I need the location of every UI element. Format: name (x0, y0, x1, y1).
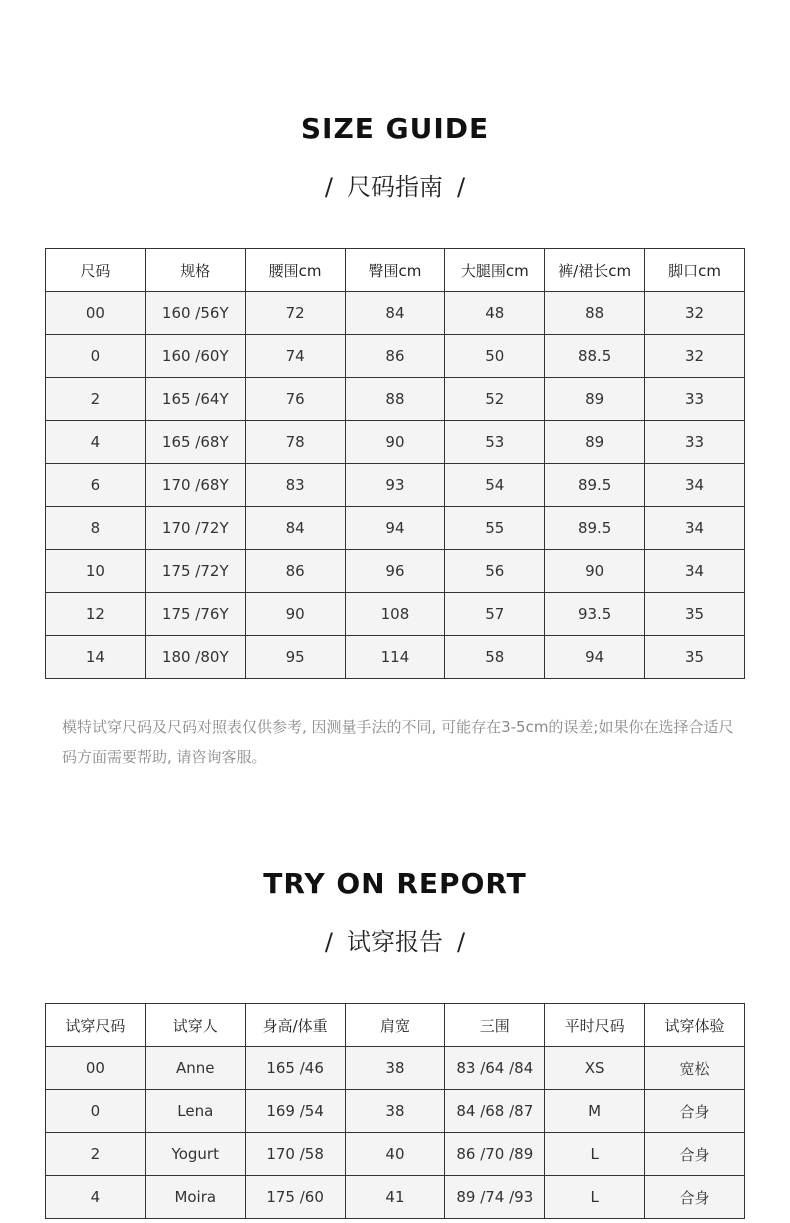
column-header: 试穿尺码 (46, 1004, 146, 1047)
table-cell: 合身 (645, 1090, 745, 1133)
table-cell: Moira (145, 1176, 245, 1219)
table-cell: 2 (46, 1133, 146, 1176)
table-cell: 83 /64 /84 (445, 1047, 545, 1090)
table-row (46, 378, 745, 421)
table-cell: L (545, 1133, 645, 1176)
table-cell: 89 /74 /93 (445, 1176, 545, 1219)
table-row (46, 421, 745, 464)
table-cell: M (545, 1090, 645, 1133)
table-cell: 4 (46, 421, 146, 464)
table-cell: 88.5 (545, 335, 645, 378)
try-on-report-subtitle-text: 试穿报告 (347, 928, 443, 956)
table-cell: 56 (445, 550, 545, 593)
table-cell: Lena (145, 1090, 245, 1133)
table-cell: 93 (345, 464, 445, 507)
table-cell: 94 (545, 636, 645, 679)
table-cell: 宽松 (645, 1047, 745, 1090)
table-cell: 96 (345, 550, 445, 593)
table-cell: 14 (46, 636, 146, 679)
table-cell: 35 (645, 593, 745, 636)
table-cell: 40 (345, 1133, 445, 1176)
table-cell: 34 (645, 550, 745, 593)
table-cell: 10 (46, 550, 146, 593)
table-cell: 54 (445, 464, 545, 507)
table-row (46, 507, 745, 550)
table-cell: 88 (545, 292, 645, 335)
table-cell: 108 (345, 593, 445, 636)
table-row (46, 1133, 745, 1176)
table-cell: 55 (445, 507, 545, 550)
column-header: 尺码 (46, 249, 146, 292)
table-cell: 78 (245, 421, 345, 464)
column-header: 身高/体重 (245, 1004, 345, 1047)
table-row (46, 593, 745, 636)
table-cell: 33 (645, 421, 745, 464)
slash-left: / (324, 928, 333, 956)
table-cell: 90 (545, 550, 645, 593)
table-cell: 84 (345, 292, 445, 335)
table-cell: 170 /58 (245, 1133, 345, 1176)
table-cell: 38 (345, 1047, 445, 1090)
size-guide-title: SIZE GUIDE (300, 112, 490, 145)
column-header: 大腿围cm (445, 249, 545, 292)
table-cell: 170 /68Y (145, 464, 245, 507)
table-cell: 175 /72Y (145, 550, 245, 593)
table-cell: 2 (46, 378, 146, 421)
column-header: 试穿体验 (645, 1004, 745, 1047)
slash-left: / (324, 173, 333, 201)
table-row (46, 292, 745, 335)
table-cell: 94 (345, 507, 445, 550)
table-cell: 114 (345, 636, 445, 679)
table-cell: 86 (245, 550, 345, 593)
table-cell: 180 /80Y (145, 636, 245, 679)
table-cell: 175 /76Y (145, 593, 245, 636)
table-cell: 6 (46, 464, 146, 507)
try-on-report-subtitle (0, 922, 790, 957)
table-cell: 0 (46, 1090, 146, 1133)
table-cell: Anne (145, 1047, 245, 1090)
column-header: 裤/裙长cm (545, 249, 645, 292)
table-cell: 34 (645, 507, 745, 550)
table-cell: 83 (245, 464, 345, 507)
table-cell: 41 (345, 1176, 445, 1219)
table-cell: 93.5 (545, 593, 645, 636)
table-cell: 48 (445, 292, 545, 335)
table-cell: 175 /60 (245, 1176, 345, 1219)
table-cell: XS (545, 1047, 645, 1090)
slash-right: / (457, 928, 466, 956)
table-cell: 34 (645, 464, 745, 507)
table-row (46, 335, 745, 378)
try-on-report-table (45, 1003, 745, 1219)
table-row (46, 550, 745, 593)
table-cell: 33 (645, 378, 745, 421)
slash-right: / (457, 173, 466, 201)
column-header: 腰围cm (245, 249, 345, 292)
table-header-row (46, 249, 745, 292)
table-cell: 90 (345, 421, 445, 464)
table-cell: 72 (245, 292, 345, 335)
table-cell: 84 /68 /87 (445, 1090, 545, 1133)
table-cell: 52 (445, 378, 545, 421)
table-cell: 76 (245, 378, 345, 421)
table-cell: 170 /72Y (145, 507, 245, 550)
table-cell: 89 (545, 421, 645, 464)
table-cell: 合身 (645, 1176, 745, 1219)
table-cell: 58 (445, 636, 545, 679)
column-header: 臀围cm (345, 249, 445, 292)
column-header: 三围 (445, 1004, 545, 1047)
table-cell: 89 (545, 378, 645, 421)
column-header: 肩宽 (345, 1004, 445, 1047)
table-cell: 89.5 (545, 507, 645, 550)
table-cell: 57 (445, 593, 545, 636)
table-cell: 32 (645, 292, 745, 335)
table-cell: 165 /64Y (145, 378, 245, 421)
try-on-report-title: TRY ON REPORT (263, 867, 527, 900)
table-cell: 160 /60Y (145, 335, 245, 378)
table-cell: 35 (645, 636, 745, 679)
table-cell: 86 /70 /89 (445, 1133, 545, 1176)
table-row (46, 1090, 745, 1133)
table-cell: 160 /56Y (145, 292, 245, 335)
table-row (46, 1047, 745, 1090)
table-cell: 165 /68Y (145, 421, 245, 464)
table-cell: 169 /54 (245, 1090, 345, 1133)
table-cell: 32 (645, 335, 745, 378)
table-cell: 0 (46, 335, 146, 378)
table-cell: 53 (445, 421, 545, 464)
table-cell: 90 (245, 593, 345, 636)
table-cell: 165 /46 (245, 1047, 345, 1090)
size-guide-subtitle (0, 167, 790, 202)
table-row (46, 1176, 745, 1219)
table-cell: 00 (46, 1047, 146, 1090)
table-cell: Yogurt (145, 1133, 245, 1176)
table-cell: 8 (46, 507, 146, 550)
table-cell: 12 (46, 593, 146, 636)
table-cell: 合身 (645, 1133, 745, 1176)
table-row (46, 636, 745, 679)
table-cell: 38 (345, 1090, 445, 1133)
table-cell: 84 (245, 507, 345, 550)
table-cell: 74 (245, 335, 345, 378)
table-cell: 86 (345, 335, 445, 378)
table-cell: L (545, 1176, 645, 1219)
size-guide-table (45, 248, 745, 679)
column-header: 规格 (145, 249, 245, 292)
table-row (46, 464, 745, 507)
size-guide-note: 模特试穿尺码及尺码对照表仅供参考, 因测量手法的不同, 可能存在3-5cm的误差;如果你在选择合适尺码方面需要帮助, 请咨询客服。 (62, 718, 734, 766)
table-cell: 95 (245, 636, 345, 679)
table-cell: 50 (445, 335, 545, 378)
table-header-row (46, 1004, 745, 1047)
column-header: 平时尺码 (545, 1004, 645, 1047)
column-header: 试穿人 (145, 1004, 245, 1047)
table-cell: 88 (345, 378, 445, 421)
table-cell: 4 (46, 1176, 146, 1219)
column-header: 脚口cm (645, 249, 745, 292)
table-cell: 00 (46, 292, 146, 335)
size-guide-subtitle-text: 尺码指南 (347, 173, 443, 201)
table-cell: 89.5 (545, 464, 645, 507)
